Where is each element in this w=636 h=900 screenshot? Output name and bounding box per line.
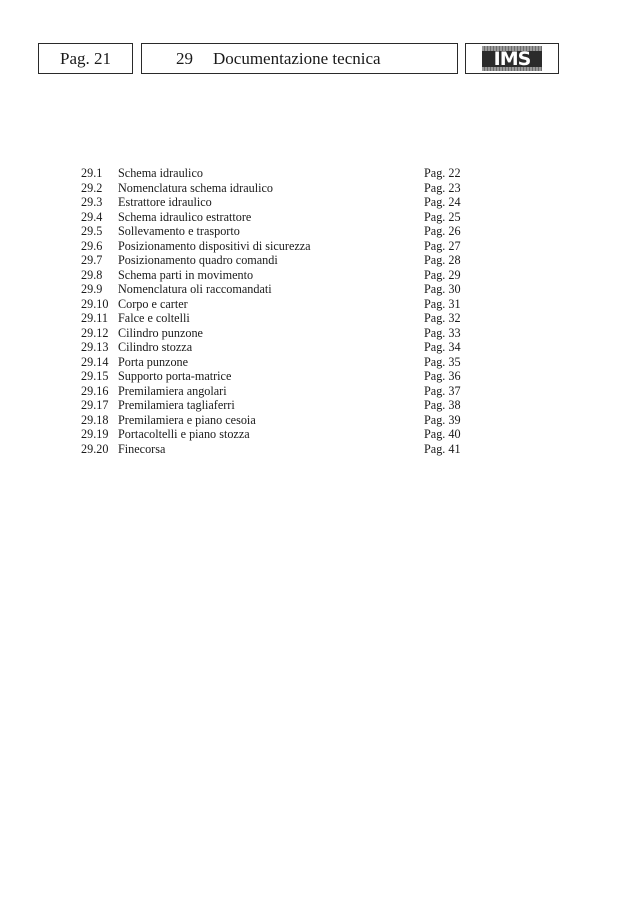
toc-entry-page: Pag. 27 (424, 238, 461, 253)
toc-entry-page: Pag. 40 (424, 427, 461, 441)
toc-entry-number: 29.3 (81, 195, 103, 209)
toc-entry-page: Pag. 29 (424, 267, 461, 282)
toc-entry (81, 326, 471, 341)
toc-entry-number: 29.19 (81, 427, 109, 441)
toc-entry-page: Pag. 31 (424, 296, 461, 311)
toc-entry-title: Estrattore idraulico (118, 195, 212, 209)
toc-entry-title: Porta punzone (118, 354, 189, 369)
toc-entry-title: Posizionamento dispositivi di sicurezza (118, 238, 311, 253)
toc-entry (81, 268, 471, 283)
page-number-box (38, 43, 133, 74)
toc-entry-page: Pag. 39 (424, 412, 461, 427)
toc-entry-number: 29.14 (81, 354, 109, 369)
toc-entry (81, 181, 471, 196)
toc-entry (81, 297, 471, 312)
toc-entry-number: 29.12 (81, 325, 109, 340)
toc-entry (81, 427, 471, 442)
toc-entry-number: 29.10 (81, 296, 109, 311)
toc-entry-number: 29.17 (81, 398, 109, 412)
toc-entry (81, 398, 471, 413)
toc-entry-number: 29.4 (81, 209, 103, 224)
toc-entry-title: Posizionamento quadro comandi (118, 253, 278, 267)
toc-entry-page: Pag. 26 (424, 224, 461, 238)
toc-entry-number: 29.11 (81, 311, 108, 325)
toc-entry (81, 166, 471, 181)
toc-entry-title: Schema parti in movimento (118, 267, 254, 282)
toc-entry-title: Cilindro stozza (118, 340, 193, 354)
toc-entry-title: Premilamiera tagliaferri (118, 398, 235, 412)
toc-entry-number: 29.16 (81, 383, 109, 398)
company-logo (482, 46, 542, 71)
toc-entry-title: Premilamiera angolari (118, 383, 227, 398)
toc-entry-page: Pag. 35 (424, 354, 461, 369)
toc-entry-page: Pag. 22 (424, 166, 461, 180)
toc-entry-page: Pag. 37 (424, 383, 461, 398)
toc-entry-number: 29.1 (81, 166, 103, 180)
toc-entry-title: Portacoltelli e piano stozza (118, 427, 250, 441)
toc-entry-title: Falce e coltelli (118, 311, 190, 325)
logo-box (465, 43, 559, 74)
toc-entry-title: Supporto porta-matrice (118, 369, 232, 383)
toc-entry (81, 210, 471, 225)
toc-entry-number: 29.6 (81, 238, 103, 253)
toc-entry-title: Nomenclatura schema idraulico (118, 180, 273, 195)
toc-entry-page: Pag. 25 (424, 209, 461, 224)
toc-entry (81, 224, 471, 239)
toc-entry-page: Pag. 33 (424, 325, 461, 340)
toc-entry (81, 413, 471, 428)
table-of-contents (81, 166, 471, 456)
toc-entry-title: Schema idraulico (118, 166, 203, 180)
toc-entry (81, 311, 471, 326)
toc-entry-title: Premilamiera e piano cesoia (118, 412, 256, 427)
toc-entry (81, 442, 471, 457)
toc-entry (81, 195, 471, 210)
toc-entry-page: Pag. 36 (424, 369, 461, 383)
toc-entry-number: 29.13 (81, 340, 109, 354)
section-title-box (141, 43, 458, 74)
toc-entry-number: 29.8 (81, 267, 103, 282)
toc-entry (81, 282, 471, 297)
toc-entry-title: Cilindro punzone (118, 325, 203, 340)
toc-entry (81, 369, 471, 384)
toc-entry-number: 29.9 (81, 282, 103, 296)
page-number: Pag. 21 (60, 48, 111, 68)
section-title: Documentazione tecnica (213, 48, 381, 68)
section-number: 29 (176, 48, 193, 68)
toc-entry (81, 253, 471, 268)
toc-entry-page: Pag. 38 (424, 398, 461, 412)
toc-entry-title: Finecorsa (118, 441, 166, 456)
toc-entry-title: Sollevamento e trasporto (118, 224, 240, 238)
toc-entry-number: 29.20 (81, 441, 109, 456)
toc-entry-number: 29.18 (81, 412, 109, 427)
toc-entry-number: 29.7 (81, 253, 103, 267)
toc-entry-number: 29.15 (81, 369, 109, 383)
toc-entry-page: Pag. 23 (424, 180, 461, 195)
toc-entry-page: Pag. 28 (424, 253, 461, 267)
toc-entry-page: Pag. 30 (424, 282, 461, 296)
toc-entry-title: Corpo e carter (118, 296, 188, 311)
toc-entry-page: Pag. 34 (424, 340, 461, 354)
toc-entry-number: 29.2 (81, 180, 103, 195)
toc-entry-title: Schema idraulico estrattore (118, 209, 252, 224)
toc-entry (81, 239, 471, 254)
toc-entry (81, 384, 471, 399)
toc-entry-page: Pag. 41 (424, 441, 461, 456)
logo-text: IMS (493, 48, 531, 70)
toc-entry-page: Pag. 32 (424, 311, 461, 325)
toc-entry (81, 340, 471, 355)
toc-entry-title: Nomenclatura oli raccomandati (118, 282, 272, 296)
toc-entry-page: Pag. 24 (424, 195, 461, 209)
toc-entry (81, 355, 471, 370)
toc-entry-number: 29.5 (81, 224, 103, 238)
